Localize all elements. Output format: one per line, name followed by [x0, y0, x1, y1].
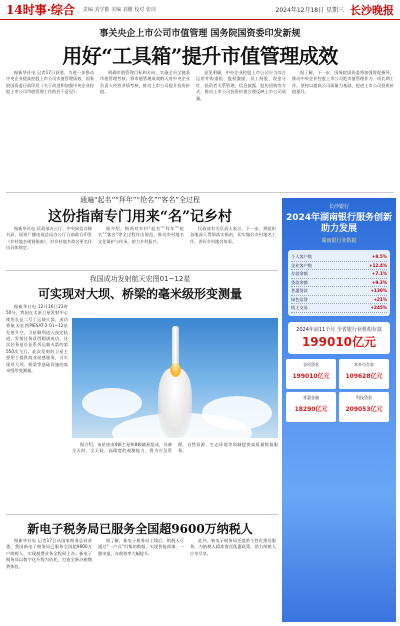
- ad-title: 2024年湖南银行服务创新助力发展: [285, 213, 393, 234]
- article2-column-1: 据新华社电 民政部办公厅、中央网信办秘书局、国家广播电视总局办公厅日前联合印发《乡村地名规划指南》，对乡村地名命名更名作出具体规定。: [6, 226, 92, 251]
- ad-brand: 长沙银行: [328, 204, 349, 210]
- masthead: [0, 0, 400, 20]
- ad-subtitle: 湖南银行业数据: [321, 238, 357, 244]
- article2-kicker: 通遍“起名”“拜年”“抢名”“客名”全过程: [79, 196, 200, 204]
- article1-kicker: 事关央企上市公司市值管理 国务院国资委印发新规: [99, 29, 301, 39]
- article4-column-1: 据新华社电 记者17日从国家税务总局获悉，我国新电子税务局已服务全国超9600万户纳税人，实现税费业务全程网上办。新电子税务局以数字化升级为依托，打造全新办税缴费体验。: [6, 538, 92, 569]
- article3-column-2: 据介绍，该星座由4颗主星和8颗辅星组成，具备全天时、全天候、高精度的观测能力，将为应急管理、自然资源、生态环境等领域提供高质量数据服务。: [72, 442, 278, 454]
- article4-column-2: 据了解，新电子税务局上线后，纳税人可通过“一户式”归集的数据，实现智能预填、一键申报，办税效率大幅提升。: [98, 538, 184, 556]
- rocket-launch-photo: [72, 318, 278, 438]
- article3-column-1: 据新华社电 12月16日23时50分，我国在太原卫星发射中心使用长征二号丁运载火箭，成功将航天宏图PIESAT-2 01~12星发射升空，卫星顺利进入预定轨道，发射任务获得圆满成功。这次任务是长征系列运载火箭的第550次飞行。此次发射的卫星主要用于提供商业遥感服务，可实现对大坝、桥梁等基础设施的毫米级形变测量。: [6, 304, 68, 374]
- ad-row: 个人客户数 +8.5%: [291, 253, 387, 262]
- bank-advertisement: [282, 198, 396, 622]
- article2-headline: 这份指南专门用来“名”记乡村: [47, 209, 233, 225]
- page-section-title: 14时事·综合: [6, 3, 75, 17]
- ad-tile: 本外币存款 109628亿元: [339, 359, 389, 389]
- ad-row: 普惠贷款 +130%: [291, 287, 387, 296]
- article1-headline: 用好“工具箱”提升市值管理成效: [62, 44, 338, 68]
- ad-row: 贷款余额 +9.3%: [291, 279, 387, 288]
- ad-row: 线上交易 +245%: [291, 304, 387, 313]
- article2-column-2: 据介绍，指南对乡村“起名”“拜年”“抢名”“客名”等全过程作出规范，推动乡村地名文化保护与传承，助力乡村振兴。: [98, 226, 184, 244]
- article3-kicker: 我国成功发射航天宏图01~12星: [89, 275, 191, 283]
- article4-column-3: 此外，新电子税务局还提供个性化推送服务，为纳税人精准推送优惠政策，助力纳税人应享尽享。: [190, 538, 276, 556]
- ad-tile: 各项贷款 199010亿元: [286, 359, 336, 389]
- article1-column-2: 明确市值管理目标和方向，实施全员全链条市值管理考核。将市值管理成效纳入对中央企业负责人经营业绩考核，推动上市公司提升投资价值。: [100, 70, 190, 95]
- article1-column-1: 据新华社电 记者17日获悉，为进一步推动中央企业提高控股上市公司市值管理质效，国务院国资委日前印发《关于改进和加强中央企业控股上市公司市值管理工作的若干意见》。: [6, 70, 94, 95]
- section-divider: [6, 192, 394, 193]
- section-divider: [6, 514, 278, 515]
- ad-tile: 科技贷款 209053亿元: [339, 392, 389, 422]
- ad-tiles: [286, 359, 392, 422]
- article3-headline: 可实现对大坝、桥梁的毫米级形变测量: [37, 287, 242, 301]
- flame-icon: [170, 363, 181, 377]
- ad-tile: 普惠金融 18290亿元: [286, 392, 336, 422]
- article2-column-3: 民政部有关负责人表示，下一步，将组织各地深入贯彻落实指南，切实做好乡村地名工作，讲好乡村地名故事。: [190, 226, 276, 244]
- ad-stats-panel: [288, 250, 390, 316]
- ad-row: 存款余额 +7.1%: [291, 270, 387, 279]
- issue-date: 2024年12月18日 星期三: [275, 7, 344, 14]
- section-divider: [6, 270, 278, 271]
- editor-credits: 责编 刘学勤 美编 刘姗 校对 张玮: [82, 7, 156, 13]
- ad-row: 企业客户数 +12.4%: [291, 262, 387, 271]
- article4-headline: 新电子税务局已服务全国超9600万纳税人: [27, 522, 253, 536]
- article1-column-4: 据了解，下一步，国务院国资委将加强督促指导，推动中央企业控股上市公司把市值管理作为一项长期工作，坚持以提高公司质量为基础，促进上市公司投资价值提升。: [292, 70, 394, 95]
- article1-column-3: 意见明确，中央企业控股上市公司应当综合运用并购重组、股权激励、员工持股、现金分红、投资者关系管理、信息披露、股份回购等方式，推动上市公司投资价值合理反映上市公司质量。: [196, 70, 286, 101]
- newspaper-logo: 长沙晚报: [350, 3, 394, 17]
- rocket-icon: [172, 326, 179, 364]
- ad-headline-figure: 2024年前11个月 全省银行业机构存款 199010亿元: [288, 322, 390, 354]
- ad-row: 绿色信贷 +21%: [291, 296, 387, 305]
